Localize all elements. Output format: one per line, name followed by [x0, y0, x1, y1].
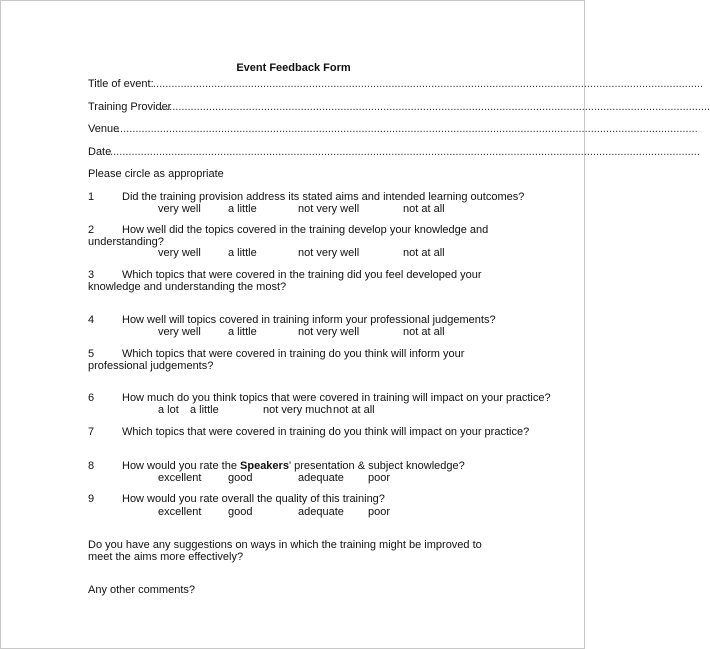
q2-text: How well did the topics covered in the training develop your knowledge and understanding?: [88, 224, 489, 248]
q7-number: 7: [88, 426, 95, 438]
q9-option-good[interactable]: good: [228, 506, 253, 518]
q4-option-not-at-all[interactable]: not at all: [403, 326, 445, 338]
q8-text-before: How would you rate the: [122, 460, 237, 472]
q8-option-excellent[interactable]: excellent: [158, 472, 202, 484]
field-title-of-event-label: Title of event:: [88, 78, 154, 90]
q1-number: 1: [88, 191, 95, 203]
q1-option-not-very-well[interactable]: not very well: [298, 203, 360, 215]
q1-option-a-little[interactable]: a little: [228, 203, 257, 215]
q5-text: Which topics that were covered in training do you think will inform your professional judgements?: [88, 348, 465, 372]
field-date-dots[interactable]: ..................................................................................................................................................................................................: [107, 146, 700, 158]
suggestions-question: Do you have any suggestions on ways in which the training might be improved to meet the aims more effectively?: [88, 539, 482, 563]
q5-number: 5: [88, 348, 95, 360]
q4-option-very-well[interactable]: very well: [158, 326, 201, 338]
q6-option-a-little[interactable]: a little: [190, 404, 219, 416]
q6-option-not-very-much[interactable]: not very much: [263, 404, 333, 416]
q2-option-not-very-well[interactable]: not very well: [298, 247, 360, 259]
q9-option-poor[interactable]: poor: [368, 506, 391, 518]
field-training-provider-label: Training Provider: [88, 101, 172, 113]
field-date-label: Date: [88, 146, 112, 158]
q9-number: 9: [88, 493, 95, 505]
other-comments-label: Any other comments?: [88, 584, 195, 596]
q7-text: Which topics that were covered in training do you think will impact on your practice?: [122, 426, 530, 438]
q4-option-not-very-well[interactable]: not very well: [298, 326, 360, 338]
q4-text: How well will topics covered in training inform your professional judgements?: [122, 314, 496, 326]
q8-text-bold: Speakers: [240, 460, 289, 472]
form-title: Event Feedback Form: [236, 62, 351, 74]
q9-option-excellent[interactable]: excellent: [158, 506, 202, 518]
q8-option-poor[interactable]: poor: [368, 472, 391, 484]
q2-number: 2: [88, 224, 95, 236]
q8-number: 8: [88, 460, 95, 472]
q1-text: Did the training provision address its stated aims and intended learning outcomes?: [122, 191, 525, 203]
q1-option-very-well[interactable]: very well: [158, 203, 201, 215]
q3-number: 3: [88, 269, 95, 281]
field-venue-label: Venue: [88, 123, 120, 135]
q6-text: How much do you think topics that were covered in training will impact on your practice?: [122, 392, 551, 404]
q6-option-a-lot[interactable]: a lot: [158, 404, 179, 416]
instruction-text: Please circle as appropriate: [88, 168, 224, 180]
q6-number: 6: [88, 392, 95, 404]
q9-text: How would you rate overall the quality of this training?: [122, 493, 385, 505]
field-venue-dots[interactable]: ..............................................................................................................................................................................................: [117, 123, 698, 135]
q8-text-after: ' presentation & subject knowledge?: [288, 460, 465, 472]
q3-text: Which topics that were covered in the training did you feel developed your knowledge and understanding the most?: [88, 269, 482, 293]
q4-number: 4: [88, 314, 95, 326]
q9-option-adequate[interactable]: adequate: [298, 506, 344, 518]
field-training-provider-dots[interactable]: ....................................................................................................................................................................................: [160, 101, 710, 113]
q1-option-not-at-all[interactable]: not at all: [403, 203, 445, 215]
q8-option-adequate[interactable]: adequate: [298, 472, 344, 484]
q8-option-good[interactable]: good: [228, 472, 253, 484]
q2-option-not-at-all[interactable]: not at all: [403, 247, 445, 259]
q2-option-very-well[interactable]: very well: [158, 247, 201, 259]
field-title-of-event-dots[interactable]: ....................................................................................................................................................................................: [153, 78, 704, 90]
q4-option-a-little[interactable]: a little: [228, 326, 257, 338]
q2-option-a-little[interactable]: a little: [228, 247, 257, 259]
q6-option-not-at-all[interactable]: not at all: [333, 404, 375, 416]
